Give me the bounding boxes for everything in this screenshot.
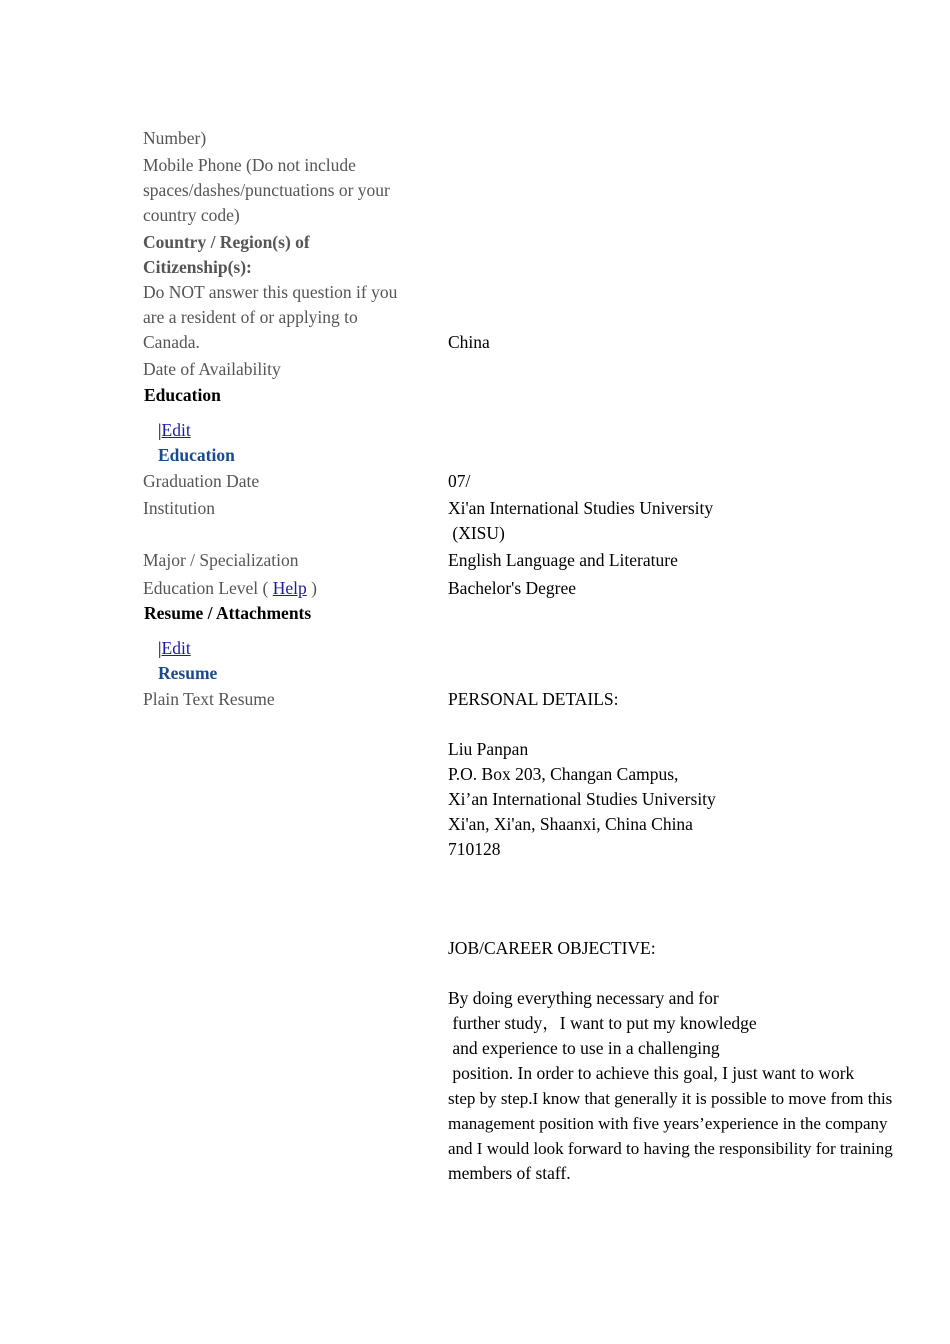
education-edit xyxy=(158,418,191,443)
address-line: 710128 xyxy=(448,839,501,859)
address-line: P.O. Box 203, Changan Campus, xyxy=(448,764,679,784)
mobile-label-line: spaces/dashes/punctuations or your xyxy=(143,180,390,200)
objective-line: By doing everything necessary and for xyxy=(448,988,719,1008)
objective-line: and I would look forward to having the responsibility for training xyxy=(448,1139,893,1158)
address-line: Liu Panpan xyxy=(448,739,529,759)
resume-edit-link[interactable]: Edit xyxy=(161,638,191,658)
major-value: English Language and Literature xyxy=(448,550,678,570)
objective-line: management position with five years’experience in the company xyxy=(448,1114,888,1133)
education-level-label xyxy=(143,576,317,601)
address-line: Xi’an International Studies University xyxy=(448,789,716,809)
mobile-label-line: Mobile Phone (Do not include xyxy=(143,155,356,175)
institution-value-line: Xi'an International Studies University xyxy=(448,498,714,518)
citizenship-note-line: Canada. xyxy=(143,332,200,352)
resume-edit xyxy=(158,636,191,661)
address-line: Xi'an, Xi'an, Shaanxi, China China xyxy=(448,814,693,834)
citizenship-note-line: Do NOT answer this question if you xyxy=(143,282,398,302)
objective-line: members of staff. xyxy=(448,1163,571,1183)
objective-line: position. In order to achieve this goal, I just want to work xyxy=(448,1063,855,1083)
phone-label-tail: Number) xyxy=(143,128,207,148)
education-level-help-link[interactable]: Help xyxy=(272,578,307,598)
plain-text-resume-label: Plain Text Resume xyxy=(143,689,275,709)
graduation-date-value: 07/ xyxy=(448,471,471,491)
citizenship-value: China xyxy=(448,332,490,352)
institution-value-line: (XISU) xyxy=(448,523,505,543)
mobile-label-line: country code) xyxy=(143,205,240,225)
education-section-title: Education xyxy=(144,385,221,405)
education-subsection-title: Education xyxy=(158,445,235,465)
edit-separator: | xyxy=(158,420,162,440)
availability-label: Date of Availability xyxy=(143,359,281,379)
education-edit-link[interactable]: Edit xyxy=(161,420,191,440)
education-level-label-text: Education Level ( xyxy=(143,578,273,598)
objective-heading: JOB/CAREER OBJECTIVE: xyxy=(448,938,656,958)
resume-section-title: Resume / Attachments xyxy=(144,603,312,623)
education-level-label-close: ) xyxy=(306,578,317,598)
institution-label: Institution xyxy=(143,498,215,518)
education-level-value: Bachelor's Degree xyxy=(448,578,577,598)
graduation-date-label: Graduation Date xyxy=(143,471,260,491)
citizenship-note-line: are a resident of or applying to xyxy=(143,307,358,327)
personal-details-heading: PERSONAL DETAILS: xyxy=(448,689,619,709)
objective-line: and experience to use in a challenging xyxy=(448,1038,720,1058)
objective-line: step by step.I know that generally it is possible to move from this xyxy=(448,1089,893,1108)
edit-separator: | xyxy=(158,638,162,658)
objective-line: further study，I want to put my knowledge xyxy=(448,1013,757,1033)
citizenship-label-line: Country / Region(s) of xyxy=(143,232,310,252)
citizenship-label-line: Citizenship(s): xyxy=(143,257,252,277)
major-label: Major / Specialization xyxy=(143,550,299,570)
resume-subsection-title: Resume xyxy=(158,663,218,683)
